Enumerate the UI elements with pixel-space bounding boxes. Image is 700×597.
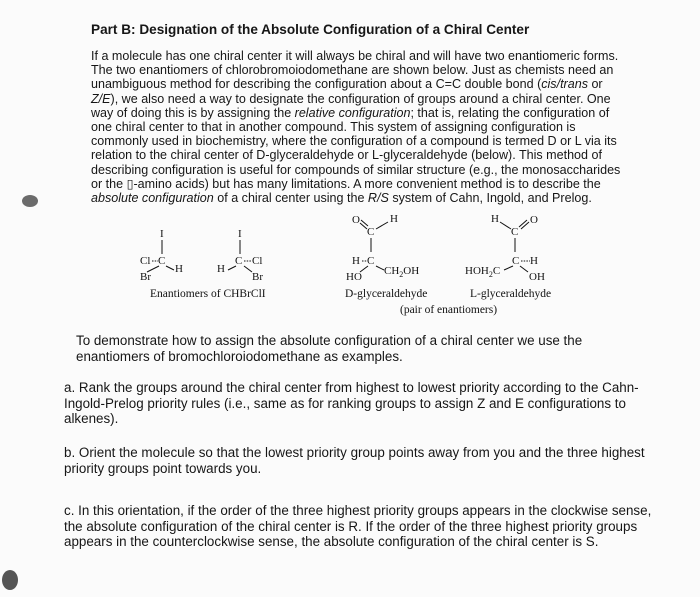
atom-label: Cl xyxy=(140,255,151,267)
d-glyceraldehyde-caption: D-glyceraldehyde xyxy=(345,288,428,300)
atom-label: C xyxy=(235,255,243,267)
bond xyxy=(244,266,252,272)
section-title: Part B: Designation of the Absolute Configuration of a Chiral Center xyxy=(91,22,530,37)
atom-label: Br xyxy=(140,271,151,283)
bond xyxy=(500,222,511,229)
edge-mark xyxy=(22,195,38,207)
bond xyxy=(228,266,236,270)
intro-paragraph: If a molecule has one chiral center it will always be chiral and will have two enantiomeric forms. The two enantiomers of chlorobromoiodomethane are shown below. Just as chemists need an unambiguous method for describing the configuration about a C=C double bond (cis/trans or Z/E), we also need a way to designate the configuration of groups around a chiral center. One way of doing this is by assigning the relative configuration; that is, relating the configuration of one chiral center to that in another compound. This system of assigning configuration is commonly used in biochemistry, where the configuration of a compound is termed D or L via its relation to the chiral center of D-glyceraldehyde or L-glyceraldehyde (below). This method of describing configuration is useful for compounds of similar structure (e.g., the monosaccharides or the ▯-amino acids) but has many limitations. A more convenient method is to describe the absolute configuration of a chiral center using the R/S system of Cahn, Ingold, and Prelog. xyxy=(91,49,621,206)
bond xyxy=(147,266,159,272)
atom-label: O xyxy=(352,214,360,226)
bond xyxy=(360,266,368,272)
atom-label: I xyxy=(160,228,164,240)
l-glyceraldehyde xyxy=(465,213,545,283)
bond-double xyxy=(521,222,529,229)
atom-label: Cl xyxy=(252,255,263,267)
atom-label: H xyxy=(217,263,225,275)
atom-label: Br xyxy=(252,271,263,283)
atom-label: O xyxy=(530,214,538,226)
bond xyxy=(520,266,528,272)
atom-label: H xyxy=(352,255,360,267)
atom-label: H xyxy=(175,263,183,275)
atom-label: H xyxy=(491,213,499,225)
enantiomers-caption: Enantiomers of CHBrClI xyxy=(150,288,266,300)
atom-label: C xyxy=(367,255,375,267)
demo-paragraph: To demonstrate how to assign the absolute configuration of a chiral center we use the enantiomers of bromochloroiodomethane as examples. xyxy=(76,333,583,364)
bond xyxy=(376,222,388,229)
l-glyceraldehyde-caption: L-glyceraldehyde xyxy=(470,288,552,300)
atom-label: C xyxy=(512,255,520,267)
atom-label: C xyxy=(511,226,519,238)
atom-label: $HOH_2C$ xyxy=(465,265,501,279)
atom-label: $CH_2OH$ xyxy=(384,265,420,279)
atom-label: C xyxy=(158,255,166,267)
atom-label: I xyxy=(238,228,242,240)
bond xyxy=(166,266,174,270)
atom-label: H xyxy=(530,255,538,267)
enantiomer-2 xyxy=(217,228,263,283)
step-c: c. In this orientation, if the order of the three highest priority groups appears in the clockwise sense, the absolute configuration of the chiral center is R. If the order of the three highest priority groups appears in the counterclockwise sense, the absolute configuration of the chiral center is S. xyxy=(64,503,652,549)
enantiomer-1 xyxy=(140,228,183,283)
bond xyxy=(504,266,513,270)
d-glyceraldehyde xyxy=(346,213,419,283)
atom-label: C xyxy=(367,226,375,238)
bond-double xyxy=(360,223,367,229)
atom-label: H xyxy=(390,213,398,225)
step-b: b. Orient the molecule so that the lowest priority group points away from you and the three highest priority groups point towards you. xyxy=(64,445,645,476)
atom-label: OH xyxy=(529,271,545,283)
bond-double xyxy=(519,220,527,227)
atom-label: HO xyxy=(346,271,362,283)
bond-double xyxy=(361,220,368,226)
pair-caption: (pair of enantiomers) xyxy=(400,304,498,316)
step-a: a. Rank the groups around the chiral center from highest to lowest priority according to the Cahn-Ingold-Prelog priority rules (i.e., same as for ranking groups to assign Z and E configurations to alkenes). xyxy=(64,380,639,426)
bond xyxy=(376,266,384,270)
edge-mark xyxy=(2,570,18,590)
